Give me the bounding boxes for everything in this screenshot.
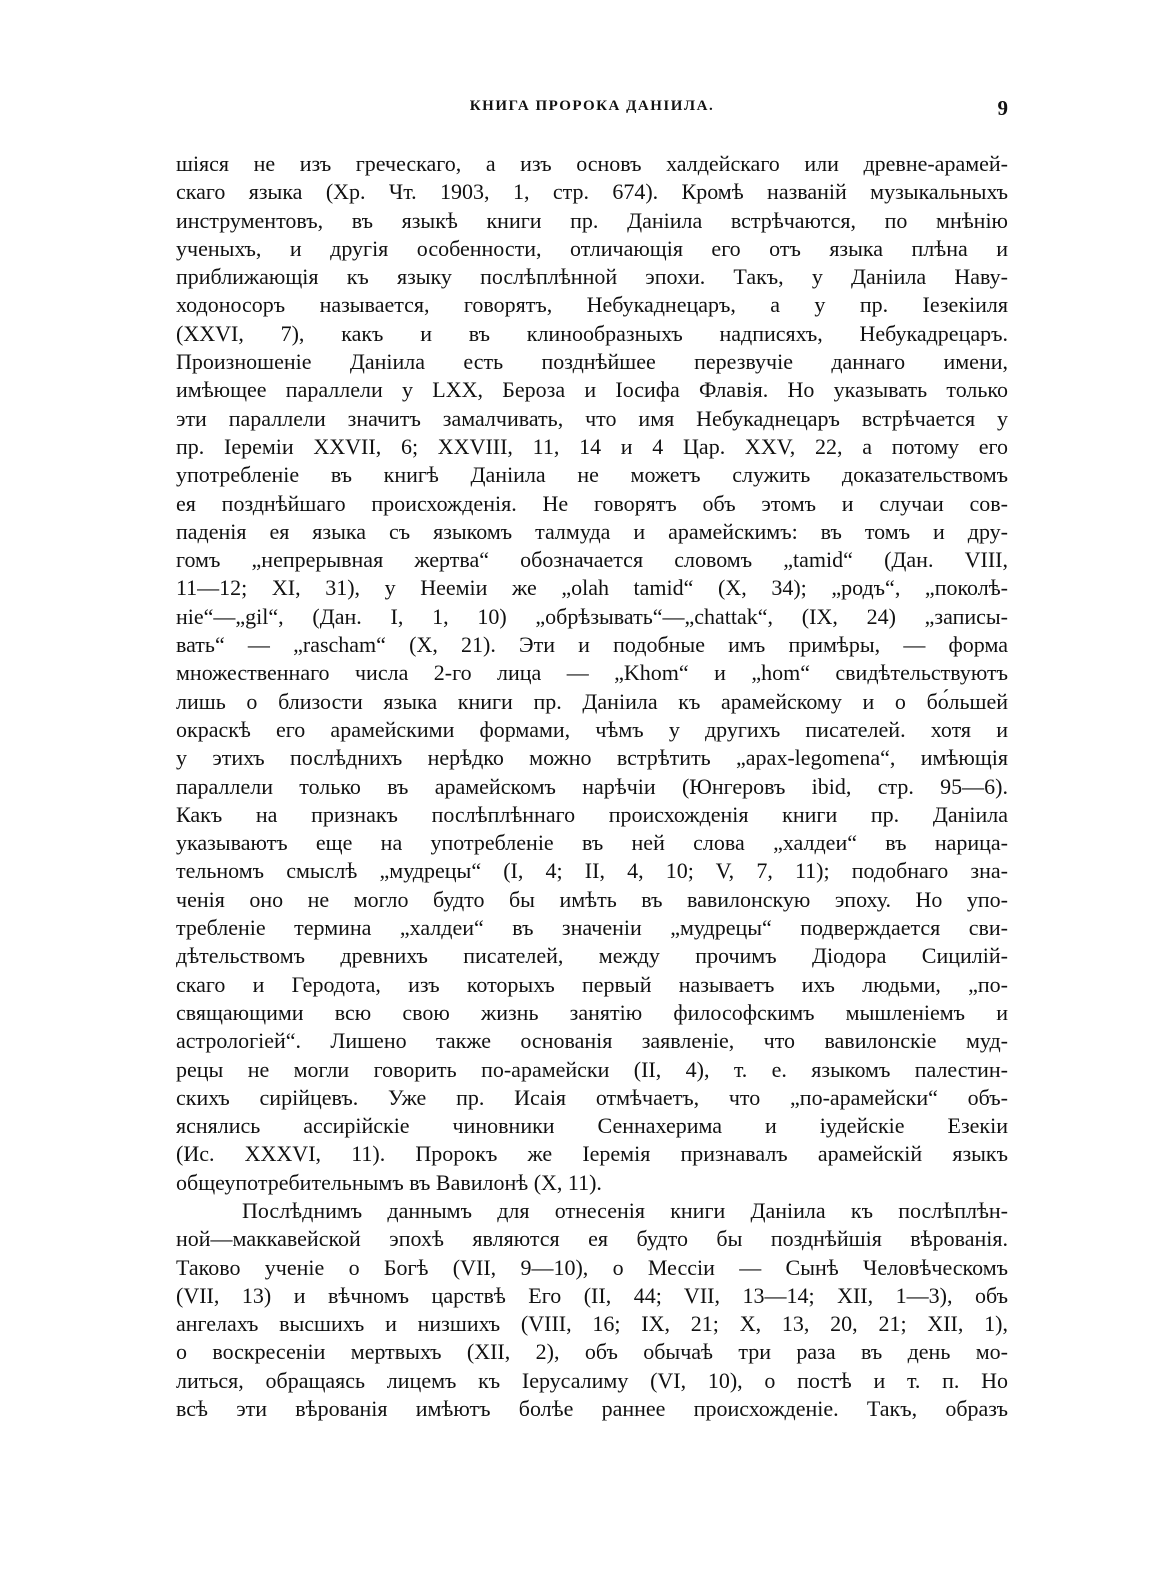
text-line: 11—12; XI, 31), у Нееміи же „olah tamid“ (X, 34); „родъ“, „поколѣ-	[176, 575, 1008, 601]
text-line: множественнаго числа 2-го лица — „Khom“ и „hom“ свидѣтельствуютъ	[176, 660, 1008, 686]
text-line: скихъ сирійцевъ. Уже пр. Исаія отмѣчаетъ, что „по-арамейски“ объ-	[176, 1084, 1008, 1110]
text-line: имѣющее параллели у LXX, Бероза и Іосифа Флавія. Но указывать только	[176, 377, 1008, 403]
text-line: свящающими всю свою жизнь занятію философскимъ мышленіемъ и	[176, 999, 1008, 1025]
text-line: рецы не могли говорить по-арамейски (II, 4), т. е. языкомъ палестин-	[176, 1056, 1008, 1082]
text-line: ченія оно не могло будто бы имѣть въ вавилонскую эпоху. Но упо-	[176, 886, 1008, 912]
body-text	[176, 150, 1008, 1423]
text-line: скаго и Геродота, изъ которыхъ первый называетъ ихъ людьми, „по-	[176, 971, 1008, 997]
text-line: шіяся не изъ греческаго, а изъ основъ халдейскаго или древне-арамей-	[176, 151, 1008, 176]
text-line: (VII, 13) и вѣчномъ царствѣ Его (II, 44; VII, 13—14; XII, 1—3), объ	[176, 1282, 1008, 1308]
text-line: лишь о близости языка книги пр. Даніила къ арамейскому и о бо́льшей	[176, 688, 1008, 714]
text-line: требленіе термина „халдеи“ въ значеніи „мудрецы“ подверждается сви-	[176, 915, 1008, 941]
text-line: Произношеніе Даніила есть позднѣйшее перезвучіе даннаго имени,	[176, 349, 1008, 375]
text-line: астрологіей“. Лишено также основанія заявленіе, что вавилонскіе муд-	[176, 1028, 1008, 1054]
text-line: Таково ученіе о Богѣ (VII, 9—10), о Мессіи — Сынѣ Человѣческомъ	[176, 1254, 1008, 1280]
text-line: у этихъ послѣднихъ нерѣдко можно встрѣтить „apax-legomena“, имѣющія	[176, 745, 1008, 771]
text-line: Какъ на признакъ послѣплѣннаго происхожденія книги пр. Даніила	[176, 801, 1008, 827]
text-line: приближающія къ языку послѣплѣнной эпохи. Такъ, у Даніила Наву-	[176, 264, 1008, 290]
text-line: гомъ „непрерывная жертва“ обозначается словомъ „tamid“ (Дан. VIII,	[176, 547, 1008, 573]
text-line: (Ис. XXXVI, 11). Пророкъ же Іеремія признавалъ арамейскій языкъ	[176, 1141, 1008, 1167]
text-line: общеупотребительнымъ въ Вавилонѣ (X, 11).	[176, 1169, 602, 1195]
page-number: 9	[997, 96, 1008, 120]
text-line: параллели только въ арамейскомъ нарѣчіи (Юнгеровъ ibid, стр. 95—6).	[176, 773, 1008, 799]
text-line: (XXVI, 7), какъ и въ клинообразныхъ надписяхъ, Небукадрецаръ.	[176, 320, 1008, 346]
text-line: литься, обращаясь лицемъ къ Іерусалиму (VI, 10), о постѣ и т. п. Но	[176, 1367, 1008, 1393]
text-line: тельномъ смыслѣ „мудрецы“ (I, 4; II, 4, 10; V, 7, 11); подобнаго зна-	[176, 858, 1008, 884]
text-line: паденія ея языка съ языкомъ талмуда и арамейскимъ: въ томъ и дру-	[176, 518, 1008, 544]
text-line: яснялись ассирійскіе чиновники Сеннахерима и іудейскіе Езекіи	[176, 1113, 1008, 1139]
text-line: о воскресеніи мертвыхъ (XII, 2), объ обычаѣ три раза въ день мо-	[176, 1339, 1008, 1365]
text-line: дѣтельствомъ древнихъ писателей, между прочимъ Діодора Сицилій-	[176, 943, 1008, 969]
text-line: эти параллели значитъ замалчивать, что имя Небукаднецаръ встрѣчается у	[176, 405, 1008, 431]
text-line: ходоносоръ называется, говорятъ, Небукаднецаръ, а у пр. Іезекіиля	[176, 292, 1008, 318]
text-line: ангелахъ высшихъ и низшихъ (VIII, 16; IX, 21; X, 13, 20, 21; XII, 1),	[176, 1311, 1008, 1337]
text-line: пр. Іереміи XXVII, 6; XXVIII, 11, 14 и 4 Цар. XXV, 22, а потому его	[176, 433, 1008, 459]
running-title: КНИГА ПРОРОКА ДАНІИЛА.	[469, 98, 715, 114]
text-line: инструментовъ, въ языкѣ книги пр. Даніила встрѣчаются, по мнѣнію	[176, 207, 1008, 233]
text-line: указываютъ еще на употребленіе въ ней слова „халдеи“ въ нарица-	[176, 830, 1008, 856]
text-line: вать“ — „rascham“ (X, 21). Эти и подобные имъ примѣры, — форма	[176, 632, 1008, 658]
text-line: ея позднѣйшаго происхожденія. Не говорятъ объ этомъ и случаи сов-	[176, 490, 1008, 516]
text-line: ніе“—„gil“, (Дан. I, 1, 10) „обрѣзывать“—„chattak“, (IX, 24) „записы-	[176, 603, 1008, 629]
text-line: всѣ эти вѣрованія имѣютъ болѣе раннее происхожденіе. Такъ, образъ	[176, 1396, 1008, 1422]
text-line: скаго языка (Хр. Чт. 1903, 1, стр. 674). Кромѣ названій музыкальныхъ	[176, 179, 1008, 205]
running-head	[176, 98, 1008, 122]
text-line: ученыхъ, и другія особенности, отличающія его отъ языка плѣна и	[176, 235, 1008, 261]
paragraph-first-line: Послѣднимъ даннымъ для отнесенія книги Даніила къ послѣплѣн-	[242, 1197, 1008, 1223]
text-line: ной—маккавейской эпохѣ являются ея будто бы позднѣйшія вѣрованія.	[176, 1226, 1008, 1252]
text-line: окраскѣ его арамейскими формами, чѣмъ у другихъ писателей. хотя и	[176, 716, 1008, 742]
text-line: употребленіе въ книгѣ Даніила не можетъ служить доказательствомъ	[176, 462, 1008, 488]
